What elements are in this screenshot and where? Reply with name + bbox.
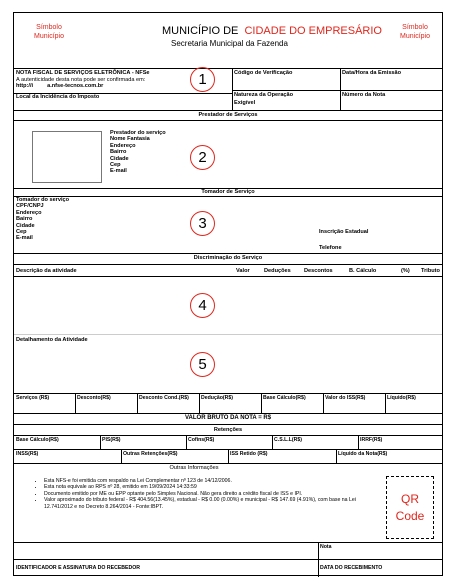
tomador-field: E-mail <box>16 235 33 242</box>
notes-list <box>26 478 376 510</box>
symbol-right-line1: Símbolo <box>402 24 428 31</box>
divider <box>14 196 442 197</box>
tomador-field: Tomador do serviço <box>16 197 70 203</box>
total-base-calculo: Base Cálculo(R$) <box>263 395 306 401</box>
symbol-left <box>24 23 74 41</box>
divider <box>358 435 359 449</box>
divider <box>14 334 442 335</box>
local-incidencia-label: Local da Incidência do Imposto <box>16 94 100 100</box>
divider <box>336 449 337 463</box>
divider <box>232 90 442 91</box>
total-liquido: Líquido(R$) <box>387 395 416 401</box>
divider <box>14 264 442 265</box>
marker-1: 1 <box>190 67 215 92</box>
divider <box>75 393 76 413</box>
col-valor: Valor <box>236 268 250 274</box>
symbol-left-line2: Município <box>34 33 64 40</box>
symbol-right-line2: Município <box>400 33 430 40</box>
divider <box>14 120 442 121</box>
divider <box>100 435 101 449</box>
divider <box>14 559 442 560</box>
codigo-verificacao-label: Código de Verificação <box>234 70 293 76</box>
inscricao-estadual-label: Inscrição Estadual <box>319 229 369 235</box>
qr-code <box>386 476 434 539</box>
marker-2: 2 <box>190 145 215 170</box>
cidade-name: CIDADE DO EMPRESÁRIO <box>244 25 382 37</box>
prestador-title: Prestador de Serviços <box>198 112 258 118</box>
marker-3: 3 <box>190 211 215 236</box>
url-prefix: http://i <box>16 83 34 90</box>
ret-cofins: Cofins(R$) <box>188 437 215 443</box>
divider <box>14 110 442 111</box>
divider <box>340 68 341 110</box>
prestador-field: Prestador do serviço <box>110 130 166 136</box>
note-item: • Documento emitido por ME ou EPP optante pelo Simples Nacional. Não gera direito a crédito fiscal de ISS e IPI. <box>44 491 376 497</box>
col-tributo: Tributo <box>421 268 440 274</box>
total-servicos: Serviços (R$) <box>16 395 50 401</box>
nota-label: Nota <box>320 544 332 550</box>
marker-4: 4 <box>190 293 215 318</box>
total-desconto: Desconto(R$) <box>77 395 111 401</box>
prestador-fields <box>110 130 166 175</box>
total-deducao: Dedução(R$) <box>201 395 233 401</box>
divider <box>14 463 442 464</box>
qr-line2: Code <box>395 509 425 523</box>
ret-csll: C.S.L.L(R$) <box>274 437 302 443</box>
divider <box>14 393 442 394</box>
tomador-title: Tomador de Serviço <box>201 189 255 195</box>
prestador-field: Cidade <box>110 155 129 162</box>
tomador-field: CPF/CNPJ <box>16 203 44 210</box>
prestador-field: Bairro <box>110 149 127 156</box>
verification-url[interactable]: a.nfse-tecnos.com.br <box>47 83 104 90</box>
col-percentual: (%) <box>401 268 410 274</box>
identificador-label: IDENTIFICADOR E ASSINATURA DO RECEBEDOR <box>16 565 141 571</box>
auth-text: A autenticidade desta nota pode ser confirmada em: <box>16 76 146 83</box>
detalhamento-label: Detalhamento da Atividade <box>16 337 88 343</box>
ret-outras: Outras Retenções(R$) <box>123 451 178 457</box>
divider <box>228 449 229 463</box>
outras-title: Outras Informações <box>169 465 219 471</box>
col-deducoes: Deduções <box>264 268 291 274</box>
prestador-field: Nome Fantasia <box>110 136 150 143</box>
telefone-label: Telefone <box>319 245 342 251</box>
tomador-field: Endereço <box>16 209 42 216</box>
municipio-title <box>162 25 382 38</box>
divider <box>232 68 233 110</box>
retencoes-title: Retenções <box>213 427 243 433</box>
tomador-field: Cep <box>16 229 27 236</box>
divider <box>14 424 442 425</box>
prestador-field: Cep <box>110 162 121 169</box>
nfse-document <box>13 12 443 576</box>
divider <box>121 449 122 463</box>
note-item: • Esta nota equivale ao RPS nº 28, emitido em 19/09/2024 14:33:59 <box>44 484 376 490</box>
divider <box>14 435 442 436</box>
ret-iss-retido: ISS Retido (R$) <box>230 451 268 457</box>
qr-line1: QR <box>401 492 419 506</box>
divider <box>272 435 273 449</box>
nfse-title: NOTA FISCAL DE SERVIÇOS ELETRÔNICA - NFSe <box>16 70 150 76</box>
prestador-field: E-mail <box>110 168 127 175</box>
ret-liquido-nota: Líquido da Nota(R$) <box>338 451 388 457</box>
divider <box>137 393 138 413</box>
note-item: • Esta NFS-e foi emitida com respaldo na Lei Complementar nº 123 de 14/12/2006. <box>44 478 376 484</box>
divider <box>385 393 386 413</box>
divider <box>14 276 442 277</box>
natureza-operacao-value: Exigível <box>234 100 256 106</box>
col-descontos: Descontos <box>304 268 333 274</box>
tomador-fields <box>16 197 69 242</box>
natureza-operacao-label: Natureza da Operação <box>234 92 294 98</box>
divider <box>14 542 442 543</box>
prestador-field: Endereço <box>110 142 136 149</box>
discriminacao-title: Discriminação do Serviço <box>193 255 263 261</box>
symbol-right <box>390 23 440 41</box>
col-descricao: Descrição da atividade <box>16 268 77 274</box>
col-base-calculo: B. Cálculo <box>349 268 377 274</box>
prestador-logo <box>32 131 102 183</box>
divider <box>186 435 187 449</box>
ret-base-calculo: Base Cálculo(R$) <box>16 437 59 443</box>
ret-irrf: IRRF(R$) <box>360 437 383 443</box>
tomador-field: Cidade <box>16 222 35 229</box>
data-recebimento-label: DATA DO RECEBIMENTO <box>320 565 383 571</box>
secretaria: Secretaria Municipal da Fazenda <box>171 39 288 48</box>
divider <box>199 393 200 413</box>
tomador-field: Bairro <box>16 216 33 223</box>
divider <box>261 393 262 413</box>
note-item: • Valor aproximado do tributo federal - R$ 404.56(13.45%), estadual - R$ 0.00 (0.00%) e municipal - R$ 147.69 (4.91%), com base na Lei 12.741/2012 e no Decreto 8.264/2014 - Fonte:IBPT. <box>44 497 376 510</box>
total-desconto-cond: Desconto Cond.(R$) <box>139 395 189 401</box>
symbol-left-line1: Símbolo <box>36 24 62 31</box>
valor-bruto: VALOR BRUTO DA NOTA = R$ <box>184 415 272 421</box>
ret-inss: INSS(R$) <box>16 451 39 457</box>
divider <box>14 413 442 414</box>
divider <box>14 253 442 254</box>
numero-nota-label: Número da Nota <box>342 92 386 98</box>
ret-pis: PIS(R$) <box>102 437 121 443</box>
total-valor-iss: Valor do ISS(R$) <box>325 395 366 401</box>
marker-5: 5 <box>190 352 215 377</box>
divider <box>323 393 324 413</box>
municipio-label: MUNICÍPIO DE <box>162 25 239 37</box>
divider <box>14 68 442 69</box>
data-hora-emissao-label: Data/Hora da Emissão <box>342 70 402 76</box>
